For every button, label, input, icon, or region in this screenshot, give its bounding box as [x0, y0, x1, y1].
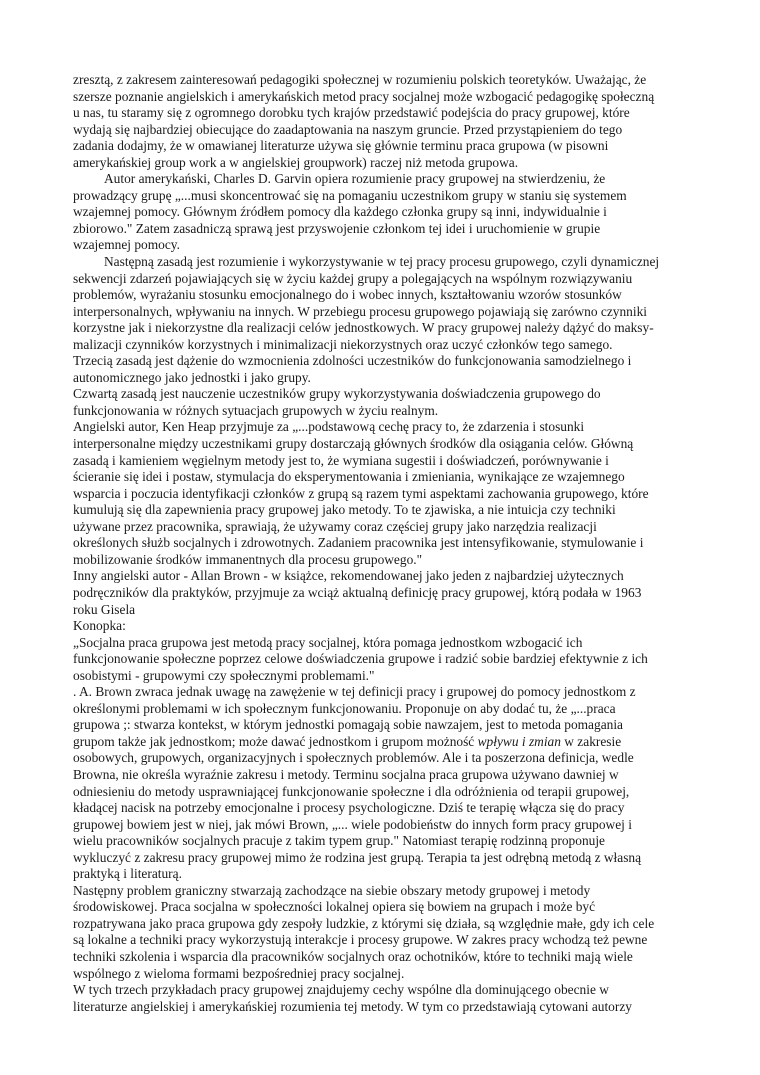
text-line: . A. Brown zwraca jednak uwagę na zawężenie w tej definicji pracy i grupowej do pomocy jednostkom z — [73, 684, 636, 700]
text-line: są lokalne a techniki pracy wykorzystują interakcje i procesy grupowe. W zakres pracy wchodzą też pewne — [73, 932, 648, 948]
text-line: kumulują się dla zapewnienia pracy grupowej jako metody. To te zjawiska, a nie intuicja czy techniki — [73, 502, 616, 518]
text-line: rozpatrywana jako praca grupowa gdy zespoły ludzkie, z którymi się działa, są względnie małe, gdy ich cele — [73, 915, 655, 931]
text-line: wzajemnej pomocy. — [73, 237, 180, 253]
text-line: grupowa ;: stwarza kontekst, w którym jednostki pomagają sobie nawzajem, jest to metoda pomagania — [73, 717, 623, 733]
text-line: amerykańskiej group work a w angielskiej groupwork) raczej niż metoda grupowa. — [73, 154, 519, 170]
text-line: korzystne jak i niekorzystne dla realizacji celów jednostkowych. W pracy grupowej należy dążyć do maksy- — [73, 320, 654, 336]
text-line: używane przez pracownika, sprawiają, że używamy coraz częściej grupy jako narzędzia realizacji — [73, 518, 597, 534]
text-line: wspólnego z wieloma formami bezpośredniej pracy socjalnej. — [73, 965, 405, 981]
text-line: interpersonalne między uczestnikami grupy dostarczają głównych środków dla osiągania celów. Główną — [73, 436, 634, 452]
text-line: odniesieniu do metody usprawniającej funkcjonowanie społeczne i dla odróżnienia od terapii grupowej, — [73, 783, 630, 799]
text-line: praktyką i literaturą. — [73, 866, 182, 882]
text-line: interpersonalnych, wpływaniu na innych. W przebiegu procesu grupowego pojawiają się zarówno czynniki — [73, 303, 648, 319]
text-line: prowadzący grupę „...musi skoncentrować się na pomaganiu uczestnikom grupy w staniu się systemem — [73, 187, 627, 203]
text-line: osobistymi - grupowymi czy społecznymi problemami." — [73, 667, 375, 683]
text-line — [73, 734, 687, 751]
text-line: Czwartą zasadą jest nauczenie uczestników grupy wykorzystywania doświadczenia grupowego do — [73, 386, 601, 402]
text-line: wykluczyć z zakresu pracy grupowej mimo że rodzina jest grupą. Terapia ta jest odrębną metodą z własną — [73, 849, 642, 865]
text-segment: grupom także jak jednostkom; może dawać jednostkom i grupom możność — [73, 733, 478, 749]
text-line: sekwencji zdarzeń pojawiających się w życiu każdej grupy a polegających na wspólnym rozwiązywaniu — [73, 270, 633, 286]
text-line: zasadą i kamieniem węgielnym metody jest to, że wymiana sugestii i doświadczeń, porównywanie i — [73, 452, 609, 468]
text-line: podręczników dla praktyków, przyjmuje za wciąż aktualną definicję pracy grupowej, którą podała w 1963 — [73, 584, 642, 600]
text-line: grupowej bowiem jest w niej, jak mówi Brown, „... wiele podobieństw do innych form pracy grupowej i — [73, 816, 632, 832]
text-line: Trzecią zasadą jest dążenie do wzmocnienia zdolności uczestników do funkcjonowania samodzielnego i — [73, 353, 632, 369]
text-line: techniki szkolenia i wsparcia dla pracowników socjalnych oraz ochotników, które to techniki mają wiele — [73, 948, 633, 964]
text-line: środowiskowej. Praca socjalna w społeczności lokalnej opiera się bowiem na grupach i może być — [73, 899, 596, 915]
text-line: Inny angielski autor - Allan Brown - w książce, rekomendowanej jako jeden z najbardziej użytecznych — [73, 568, 624, 584]
text-line: określonych służb socjalnych i zdrowotnych. Zadaniem pracownika jest intensyfikowanie, stymulowanie i — [73, 535, 644, 551]
text-line: wzajemnej pomocy. Głównym źródłem pomocy dla każdego członka grupy są inni, indywidualnie i — [73, 204, 607, 220]
text-line: roku Gisela — [73, 601, 136, 617]
text-line: Autor amerykański, Charles D. Garvin opiera rozumienie pracy grupowej na stwierdzeniu, że — [104, 171, 606, 187]
text-line: u nas, tu staramy się z ogromnego dorobku tych krajów przedstawić podejścia do pracy grupowej, które — [73, 105, 630, 121]
text-line: szersze poznanie angielskich i amerykańskich metod pracy socjalnej może wzbogacić pedagogikę społeczną — [73, 88, 655, 104]
text-line: Browna, nie określa wyraźnie zakresu i metody. Terminu socjalna praca grupowa używano dawniej w — [73, 766, 619, 782]
text-line: zadania dodajmy, że w omawianej literaturze używa się głównie terminu praca grupowa (w pisowni — [73, 138, 609, 154]
text-line: Następną zasadą jest rozumienie i wykorzystywanie w tej pracy procesu grupowego, czyli dynamicznej — [104, 254, 660, 270]
text-line: ścieranie się idei i postaw, stymulacja do eksperymentowania i zmieniania, wynikające ze wzajemnego — [73, 469, 625, 485]
text-line: funkcjonowanie społeczne poprzez celowe doświadczenia grupowe i radzić sobie bardziej efektywnie z ich — [73, 651, 648, 667]
italic-text-segment: wpływu i zmian — [477, 733, 561, 749]
document-body-text — [73, 72, 687, 1015]
text-line: Konopka: — [73, 618, 126, 634]
text-line: problemów, wyrażaniu stosunku emocjonalnego do i wobec innych, kształtowaniu wzorów stosunków — [73, 287, 622, 303]
text-line: W tych trzech przykładach pracy grupowej znajdujemy cechy wspólne dla dominującego obecnie w — [73, 982, 609, 998]
text-line: osobowych, grupowych, organizacyjnych i społecznych problemów. Ale i ta poszerzona definicja, wedle — [73, 750, 634, 766]
text-line: autonomicznego jako jednostki i jako grupy. — [73, 369, 311, 385]
text-line: malizacji czynników korzystnych i minimalizacji niekorzystnych oraz uczyć członków tego samego. — [73, 336, 613, 352]
text-line: wsparcia i poczucia identyfikacji członków z grupą są razem tymi aspektami zachowania grupowego, które — [73, 485, 649, 501]
text-line: „Socjalna praca grupowa jest metodą pracy socjalnej, która pomaga jednostkom wzbogacić ich — [73, 634, 583, 650]
text-line: wielu pracowników socjalnych pracuje z takim typem grup." Natomiast terapię rodzinną proponuje — [73, 833, 605, 849]
text-line: mobilizowanie środków immanentnych dla procesu grupowego." — [73, 551, 423, 567]
text-line: kładącej nacisk na potrzeby emocjonalne i procesy psychologiczne. Dziś te terapię włącza się do pracy — [73, 800, 625, 816]
text-line: Angielski autor, Ken Heap przyjmuje za „...podstawową cechę pracy to, że zdarzenia i stosunki — [73, 419, 585, 435]
text-line: literaturze angielskiej i amerykańskiej rozumienia tej metody. W tym co przedstawiają cytowani autorzy — [73, 998, 632, 1014]
text-line: funkcjonowania w różnych sytuacjach grupowych w życiu realnym. — [73, 402, 439, 418]
text-line: wydają się najbardziej obiecujące do zaadaptowania na naszym gruncie. Przed przystąpieniem do tego — [73, 121, 623, 137]
text-line: określonymi problemami w ich społecznym funkcjonowaniu. Proponuje on aby dodać tu, że „...praca — [73, 700, 616, 716]
text-line: zresztą, z zakresem zainteresowań pedagogiki społecznej w rozumieniu polskich teoretyków. Uważając, że — [73, 72, 647, 87]
text-segment: w zakresie — [560, 733, 622, 749]
text-line: Następny problem graniczny stwarzają zachodzące na siebie obszary metody grupowej i metody — [73, 882, 591, 898]
text-line: zbiorowo." Zatem zasadniczą sprawą jest przyswojenie członkom tej idei i uruchomienie w grupie — [73, 220, 601, 236]
